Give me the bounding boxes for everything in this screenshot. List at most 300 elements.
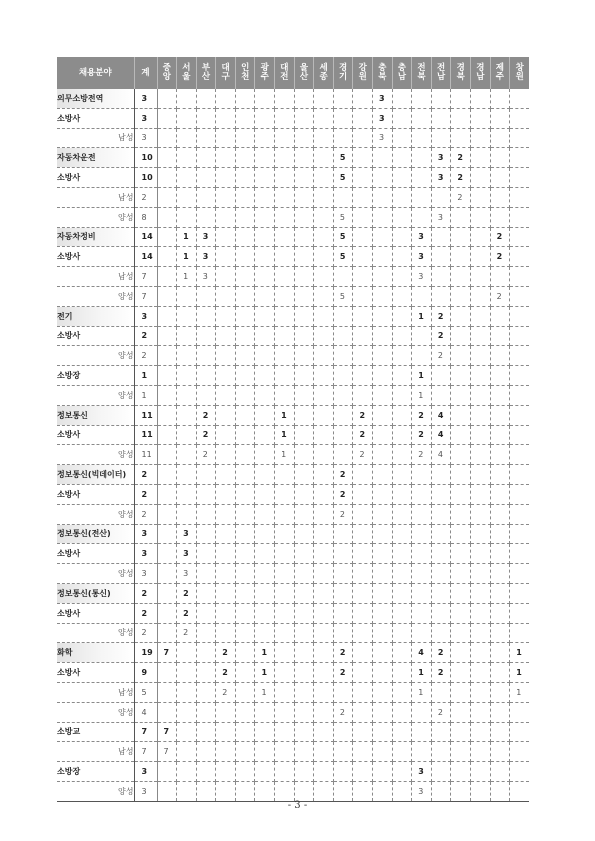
region-cell: 2 [333,702,353,722]
table-row [57,108,529,128]
recruitment-table [57,57,529,802]
table-row [57,247,529,267]
header-region: 중 앙 [157,57,177,89]
region-cell [431,267,451,287]
table-row [57,89,529,108]
region-cell [235,108,255,128]
region-cell [196,187,216,207]
region-cell: 2 [353,405,373,425]
region-cell [255,267,275,287]
region-cell [255,425,275,445]
region-cell [177,702,197,722]
region-cell: 1 [412,682,432,702]
table-body [57,89,529,801]
region-cell [314,227,334,247]
region-cell [353,267,373,287]
region-cell [471,583,491,603]
region-cell [431,722,451,742]
region-cell [510,326,530,346]
region-cell [235,663,255,683]
region-cell [490,108,510,128]
region-cell [490,207,510,227]
region-cell [490,187,510,207]
table-row [57,544,529,564]
region-cell [235,148,255,168]
region-cell [510,128,530,148]
region-cell [216,207,236,227]
region-cell [490,366,510,386]
region-cell: 2 [412,445,432,465]
region-cell [157,484,177,504]
header-region: 부 산 [196,57,216,89]
region-cell [196,504,216,524]
region-cell: 3 [412,781,432,801]
region-cell [314,544,334,564]
region-cell [314,603,334,623]
region-cell [392,643,412,663]
region-cell: 2 [451,168,471,188]
region-cell [255,465,275,485]
region-cell [314,781,334,801]
header-region: 강 원 [353,57,373,89]
gender-label: 양성 [57,286,134,306]
region-cell [196,128,216,148]
region-cell [294,643,314,663]
region-cell [373,484,393,504]
region-cell [373,564,393,584]
region-cell [471,168,491,188]
region-cell: 1 [255,643,275,663]
region-cell: 2 [333,465,353,485]
header-region: 경 북 [451,57,471,89]
region-cell [510,742,530,762]
region-cell [451,306,471,326]
region-cell [314,583,334,603]
region-cell: 2 [216,682,236,702]
gender-label: 양성 [57,702,134,722]
region-cell [471,465,491,485]
region-cell [353,643,373,663]
region-cell [255,583,275,603]
region-cell [412,583,432,603]
region-cell [471,643,491,663]
region-cell [451,564,471,584]
region-cell [275,108,295,128]
region-cell [333,564,353,584]
row-total: 2 [134,465,157,485]
region-cell [216,564,236,584]
header-region: 충 남 [392,57,412,89]
region-cell [333,781,353,801]
region-cell [431,504,451,524]
region-cell [392,148,412,168]
region-cell [235,187,255,207]
header-region: 전 남 [431,57,451,89]
region-cell [353,722,373,742]
row-total: 14 [134,227,157,247]
region-cell [490,168,510,188]
region-cell [177,128,197,148]
region-cell [314,267,334,287]
region-cell [353,762,373,782]
region-cell [333,89,353,108]
region-cell [216,306,236,326]
region-cell: 2 [431,346,451,366]
region-cell [510,168,530,188]
region-cell [353,544,373,564]
region-cell [157,762,177,782]
region-cell [510,583,530,603]
region-cell [314,346,334,366]
region-cell [196,89,216,108]
region-cell [294,702,314,722]
region-cell: 5 [333,168,353,188]
region-cell [412,484,432,504]
region-cell [451,504,471,524]
region-cell [275,465,295,485]
row-total: 10 [134,168,157,188]
region-cell [412,108,432,128]
rank-label: 소방사 [57,663,134,683]
region-cell [451,484,471,504]
region-cell [412,504,432,524]
header-region: 경 남 [471,57,491,89]
region-cell [157,286,177,306]
gender-label: 남성 [57,267,134,287]
region-cell [392,286,412,306]
region-cell [490,89,510,108]
region-cell [490,583,510,603]
region-cell [431,603,451,623]
region-cell: 3 [412,267,432,287]
region-cell [392,445,412,465]
region-cell [255,108,275,128]
category-label: 전기 [57,306,134,326]
region-cell [353,742,373,762]
rank-label: 소방사 [57,247,134,267]
row-total: 9 [134,663,157,683]
region-cell [510,465,530,485]
region-cell: 1 [255,663,275,683]
region-cell [431,366,451,386]
region-cell [196,306,216,326]
table-row [57,465,529,485]
header-total: 계 [134,57,157,89]
region-cell [471,722,491,742]
region-cell [333,445,353,465]
row-total: 2 [134,326,157,346]
region-cell [471,504,491,524]
region-cell [373,682,393,702]
region-cell: 2 [333,663,353,683]
region-cell [471,89,491,108]
region-cell [392,306,412,326]
region-cell [235,425,255,445]
region-cell [255,405,275,425]
row-total: 11 [134,445,157,465]
region-cell [490,524,510,544]
region-cell [510,306,530,326]
region-cell [353,286,373,306]
region-cell: 2 [431,702,451,722]
region-cell: 5 [333,247,353,267]
region-cell [471,524,491,544]
region-cell [471,187,491,207]
region-cell [177,425,197,445]
region-cell [235,286,255,306]
region-cell [373,346,393,366]
region-cell [333,623,353,643]
region-cell [373,326,393,346]
region-cell [373,366,393,386]
region-cell [333,425,353,445]
region-cell [431,544,451,564]
region-cell [294,108,314,128]
region-cell [177,762,197,782]
region-cell [314,306,334,326]
region-cell [294,306,314,326]
header-field: 채용분야 [57,57,134,89]
region-cell [392,108,412,128]
region-cell [157,267,177,287]
region-cell [294,663,314,683]
region-cell [392,702,412,722]
region-cell [431,286,451,306]
region-cell [177,722,197,742]
region-cell: 2 [177,583,197,603]
region-cell [235,168,255,188]
region-cell [255,564,275,584]
region-cell [392,187,412,207]
region-cell [255,524,275,544]
region-cell [392,207,412,227]
region-cell [216,187,236,207]
region-cell [471,148,491,168]
region-cell [235,465,255,485]
region-cell [392,742,412,762]
region-cell [431,742,451,762]
region-cell [373,385,393,405]
region-cell [177,405,197,425]
row-total: 11 [134,405,157,425]
region-cell [294,564,314,584]
region-cell [451,247,471,267]
row-total: 3 [134,306,157,326]
region-cell [216,227,236,247]
region-cell [471,742,491,762]
row-total: 2 [134,623,157,643]
region-cell: 2 [490,227,510,247]
header-region: 경 기 [333,57,353,89]
region-cell [490,603,510,623]
region-cell [157,207,177,227]
region-cell [490,148,510,168]
region-cell [373,286,393,306]
region-cell [196,742,216,762]
region-cell [294,148,314,168]
gender-label: 남성 [57,742,134,762]
region-cell: 3 [431,148,451,168]
region-cell [255,781,275,801]
region-cell [510,366,530,386]
region-cell [157,385,177,405]
region-cell: 3 [373,108,393,128]
region-cell [294,187,314,207]
region-cell: 2 [333,643,353,663]
region-cell [510,207,530,227]
region-cell [431,623,451,643]
region-cell: 3 [196,267,216,287]
region-cell [314,564,334,584]
region-cell [255,187,275,207]
region-cell [412,346,432,366]
region-cell [373,405,393,425]
region-cell [451,544,471,564]
region-cell: 5 [333,148,353,168]
region-cell [235,781,255,801]
region-cell [235,742,255,762]
table-row [57,425,529,445]
region-cell [275,148,295,168]
region-cell: 1 [412,385,432,405]
region-cell [451,385,471,405]
table-row [57,187,529,207]
header-region: 울 산 [294,57,314,89]
region-cell [275,484,295,504]
region-cell [373,267,393,287]
region-cell [373,187,393,207]
region-cell [451,682,471,702]
table-row [57,346,529,366]
region-cell [314,623,334,643]
region-cell [510,286,530,306]
region-cell [431,187,451,207]
region-cell [412,89,432,108]
region-cell [510,445,530,465]
region-cell [157,128,177,148]
region-cell [392,564,412,584]
region-cell [431,385,451,405]
region-cell [471,128,491,148]
region-cell [451,405,471,425]
rank-label: 소방사 [57,484,134,504]
region-cell [510,762,530,782]
region-cell [275,564,295,584]
region-cell [392,484,412,504]
row-total: 2 [134,484,157,504]
region-cell: 2 [196,445,216,465]
region-cell [353,465,373,485]
region-cell [177,385,197,405]
table-row [57,227,529,247]
region-cell [294,742,314,762]
region-cell [196,722,216,742]
rank-label: 소방장 [57,762,134,782]
region-cell [333,762,353,782]
region-cell [235,247,255,267]
region-cell [451,366,471,386]
region-cell [353,148,373,168]
region-cell [235,405,255,425]
region-cell [471,306,491,326]
region-cell: 1 [510,643,530,663]
region-cell [412,702,432,722]
region-cell [235,306,255,326]
region-cell [275,286,295,306]
table-row [57,148,529,168]
region-cell [451,781,471,801]
region-cell [373,623,393,643]
region-cell [490,564,510,584]
table-row [57,623,529,643]
region-cell [216,385,236,405]
region-cell [451,326,471,346]
region-cell [294,544,314,564]
region-cell [392,663,412,683]
region-cell [314,762,334,782]
region-cell [275,524,295,544]
region-cell [373,643,393,663]
region-cell [177,346,197,366]
rank-label: 소방사 [57,168,134,188]
region-cell [216,405,236,425]
region-cell [490,267,510,287]
region-cell [216,465,236,485]
region-cell [196,603,216,623]
region-cell: 1 [275,425,295,445]
region-cell [353,524,373,544]
region-cell [333,682,353,702]
region-cell: 4 [431,405,451,425]
region-cell [314,445,334,465]
region-cell [392,405,412,425]
region-cell [373,227,393,247]
region-cell [275,385,295,405]
table-row [57,564,529,584]
region-cell [235,267,255,287]
region-cell [392,128,412,148]
region-cell [392,623,412,643]
region-cell [235,643,255,663]
table-row [57,168,529,188]
region-cell [490,702,510,722]
table-row [57,781,529,801]
region-cell [196,465,216,485]
table-row [57,207,529,227]
region-cell [216,504,236,524]
region-cell [235,385,255,405]
region-cell [294,583,314,603]
rank-label: 소방사 [57,326,134,346]
region-cell [157,306,177,326]
region-cell [196,168,216,188]
region-cell [314,643,334,663]
region-cell [490,425,510,445]
region-cell [294,128,314,148]
region-cell [196,326,216,346]
region-cell [196,207,216,227]
region-cell: 1 [510,682,530,702]
region-cell [353,326,373,346]
region-cell [510,148,530,168]
region-cell [177,781,197,801]
region-cell [235,544,255,564]
region-cell [275,682,295,702]
region-cell [314,484,334,504]
region-cell [490,643,510,663]
region-cell [510,722,530,742]
region-cell [451,762,471,782]
